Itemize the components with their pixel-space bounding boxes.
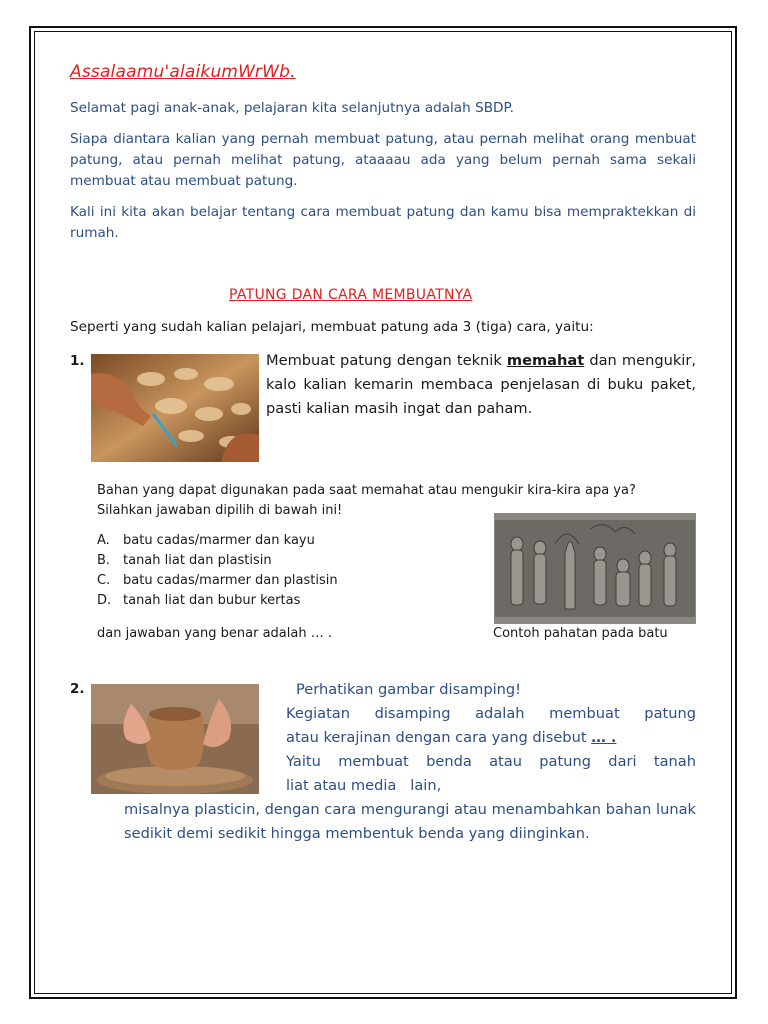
item-2-line-4: liat atau media lain,: [286, 777, 442, 794]
option-d[interactable]: D. tanah liat dan bubur kertas: [97, 593, 301, 608]
pottery-photo: [91, 684, 259, 794]
answer-options: [97, 531, 338, 611]
answer-prompt: dan jawaban yang benar adalah … .: [97, 626, 332, 641]
relief-caption: Contoh pahatan pada batu: [493, 626, 668, 641]
section-title: PATUNG DAN CARA MEMBUATNYA: [229, 287, 473, 303]
question-line-2: Silahkan jawaban dipilih di bawah ini!: [97, 503, 343, 518]
item-2-blank: … .: [591, 729, 617, 746]
option-c[interactable]: C. batu cadas/marmer dan plastisin: [97, 573, 338, 588]
item-1-text-before: Membuat patung dengan teknik: [266, 352, 507, 369]
stone-relief-photo: [494, 513, 696, 624]
item-2-look: Perhatikan gambar disamping!: [296, 681, 522, 698]
greeting: Assalaamu'alaikumWrWb.: [70, 62, 296, 82]
lead-text: Seperti yang sudah kalian pelajari, membuat patung ada 3 (tiga) cara, yaitu:: [70, 319, 594, 335]
item-2-line-2-text: atau kerajinan dengan cara yang disebut: [286, 729, 592, 746]
question-line-1: Bahan yang dapat digunakan pada saat memahat atau mengukir kira-kira apa ya?: [97, 483, 636, 498]
option-a[interactable]: A. batu cadas/marmer dan kayu: [97, 533, 315, 548]
intro-paragraph-3: Kali ini kita akan belajar tentang cara membuat patung dan kamu bisa mempraktekkan di rumah.: [70, 204, 696, 241]
item-1-emphasis: memahat: [506, 352, 585, 369]
option-b[interactable]: B. tanah liat dan plastisin: [97, 553, 272, 568]
item-2-line-2: [286, 726, 696, 750]
carving-photo: [91, 354, 259, 462]
intro-paragraph-1: Selamat pagi anak-anak, pelajaran kita selanjutnya adalah SBDP.: [70, 100, 514, 116]
item-2-line-5: misalnya plasticin, dengan cara mengurangi atau menambahkan bahan lunak sedikit demi sedikit hingga membentuk benda yang diinginkan.: [124, 801, 696, 842]
item-2-number: 2.: [70, 681, 85, 697]
item-1-text-after: dan mengukir, kalo kalian kemarin membaca penjelasan di buku paket, pasti kalian masih ingat dan paham.: [266, 352, 696, 417]
item-1-text: [266, 349, 696, 421]
item-2-line-3: Yaitu membuat benda atau patung dari tanah: [286, 753, 696, 770]
item-2-line-1: Kegiatan disamping adalah membuat patung: [286, 705, 696, 722]
intro-paragraph-2: Siapa diantara kalian yang pernah membuat patung, atau pernah melihat orang menbuat patung, atau pernah melihat patung, ataaaau ada yang belum pernah sama sekali membuat atau membuat patung.: [70, 131, 696, 189]
item-1-number: 1.: [70, 353, 85, 369]
